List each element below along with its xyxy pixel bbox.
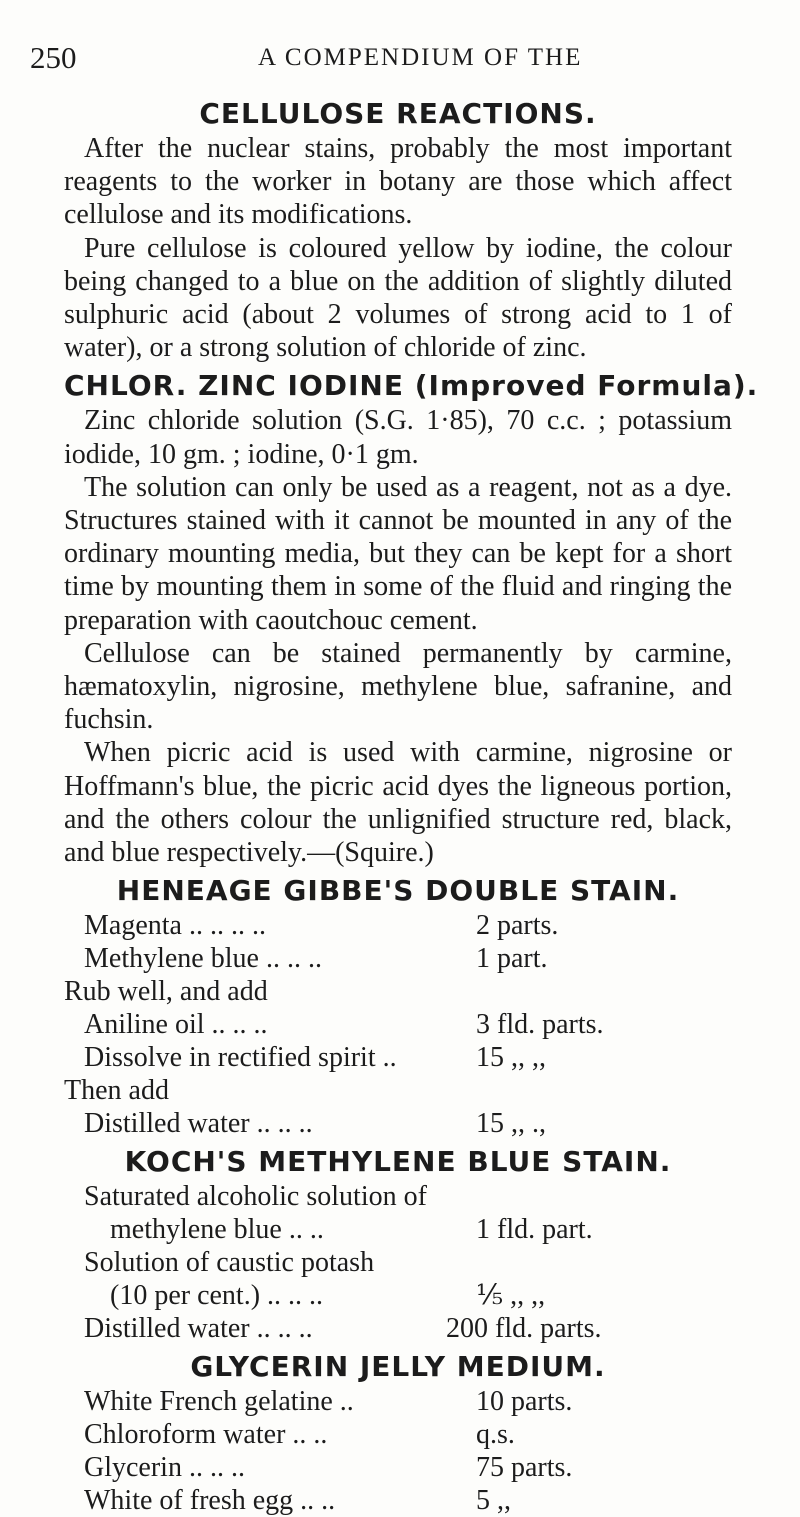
ingredient-amount: 10 parts. <box>476 1386 573 1418</box>
section-heading-cellulose: CELLULOSE REACTIONS. <box>199 97 597 130</box>
ingredient-label: Dissolve in rectified spirit .. <box>84 1042 397 1074</box>
instruction-label: Then add <box>64 1075 169 1107</box>
ingredient-label: methylene blue .. .. <box>110 1214 324 1246</box>
recipe-row <box>64 1041 732 1074</box>
ingredient-label: Methylene blue .. .. .. <box>84 943 322 975</box>
paragraph: When picric acid is used with carmine, nigrosine or Hoffmann's blue, the picric acid dyes the ligneous portion, and the others colour the unlignified structure red, black, and blue respectively.—(Squire.) <box>64 737 732 869</box>
ingredient-amount: 1 part. <box>476 943 548 975</box>
recipe-row <box>64 1180 732 1213</box>
running-header <box>0 40 800 80</box>
ingredient-label: Distilled water .. .. .. <box>84 1313 313 1345</box>
recipe-row <box>64 975 732 1008</box>
instruction-label: Rub well, and add <box>64 976 268 1008</box>
ingredient-label: Magenta .. .. .. .. <box>84 910 266 942</box>
paragraph: After the nuclear stains, probably the most important reagents to the worker in botany are those which affect cellulose and its modifications. <box>64 133 732 231</box>
ingredient-amount: 5 ,, <box>476 1485 511 1517</box>
recipe-row <box>64 1213 732 1246</box>
recipe-row <box>64 1451 732 1484</box>
ingredient-label: (10 per cent.) .. .. .. <box>110 1280 324 1312</box>
ingredient-amount: ⅕ ,, ,, <box>476 1280 546 1312</box>
recipe-row <box>64 1385 732 1418</box>
ingredient-label: White French gelatine .. <box>84 1386 354 1418</box>
ingredient-label: White of fresh egg .. .. <box>84 1485 336 1517</box>
section-heading-heneage-gibbe: HENEAGE GIBBE'S DOUBLE STAIN. <box>116 874 680 908</box>
recipe-row <box>64 1484 732 1517</box>
paragraph: Zinc chloride solution (S.G. 1·85), 70 c.c. ; potassium iodide, 10 gm. ; iodine, 0·1 gm. <box>64 405 732 470</box>
running-title: A COMPENDIUM OF THE <box>258 44 583 71</box>
ingredient-label: Solution of caustic potash <box>84 1247 375 1279</box>
ingredient-label: Saturated alcoholic solution of <box>84 1181 427 1213</box>
page-number: 250 <box>30 40 77 75</box>
ingredient-amount: q.s. <box>476 1419 515 1451</box>
ingredient-amount: 75 parts. <box>476 1452 573 1484</box>
ingredient-amount: 1 fld. part. <box>476 1214 593 1246</box>
page-body <box>64 92 759 1517</box>
recipe-heneage <box>64 909 732 1140</box>
ingredient-amount: 3 fld. parts. <box>476 1009 604 1041</box>
section-heading-chlor-zinc-iodine: CHLOR. ZINC IODINE (Improved Formula). <box>64 369 759 403</box>
recipe-row <box>64 1107 732 1140</box>
recipe-row <box>64 942 732 975</box>
section-heading-koch: KOCH'S METHYLENE BLUE STAIN. <box>124 1145 672 1179</box>
recipe-row <box>64 1074 732 1107</box>
ingredient-label: Aniline oil .. .. .. <box>84 1009 268 1041</box>
recipe-row <box>64 1246 732 1279</box>
recipe-row <box>64 1312 732 1345</box>
ingredient-label: Chloroform water .. .. <box>84 1419 328 1451</box>
paragraph: Cellulose can be stained permanently by carmine, hæmatoxylin, nigrosine, methylene blue, safranine, and fuchsin. <box>64 637 732 736</box>
ingredient-label: Glycerin .. .. .. <box>84 1452 245 1484</box>
recipe-row <box>64 1008 732 1041</box>
recipe-row <box>64 1279 732 1312</box>
ingredient-amount: 2 parts. <box>476 910 559 942</box>
paragraph: The solution can only be used as a reagent, not as a dye. Structures stained with it cannot be mounted in any of the ordinary mounting media, but they can be kept for a short time by mounting them in some of the fluid and ringing the preparation with caoutchouc cement. <box>64 471 732 636</box>
ingredient-amount: 15 ,, ., <box>476 1108 546 1140</box>
section-heading-glycerin-jelly: GLYCERIN JELLY MEDIUM. <box>190 1350 606 1384</box>
recipe-koch <box>64 1180 732 1345</box>
recipe-glycerin <box>64 1385 732 1517</box>
recipe-row <box>64 1418 732 1451</box>
recipe-row <box>64 909 732 942</box>
ingredient-label: Distilled water .. .. .. <box>84 1108 313 1140</box>
paragraph: Pure cellulose is coloured yellow by iodine, the colour being changed to a blue on the addition of slightly diluted sulphuric acid (about 2 volumes of strong acid to 1 of water), or a strong solution of chloride of zinc. <box>64 232 732 364</box>
ingredient-amount: 200 fld. parts. <box>446 1313 602 1345</box>
ingredient-amount: 15 ,, ,, <box>476 1042 546 1074</box>
